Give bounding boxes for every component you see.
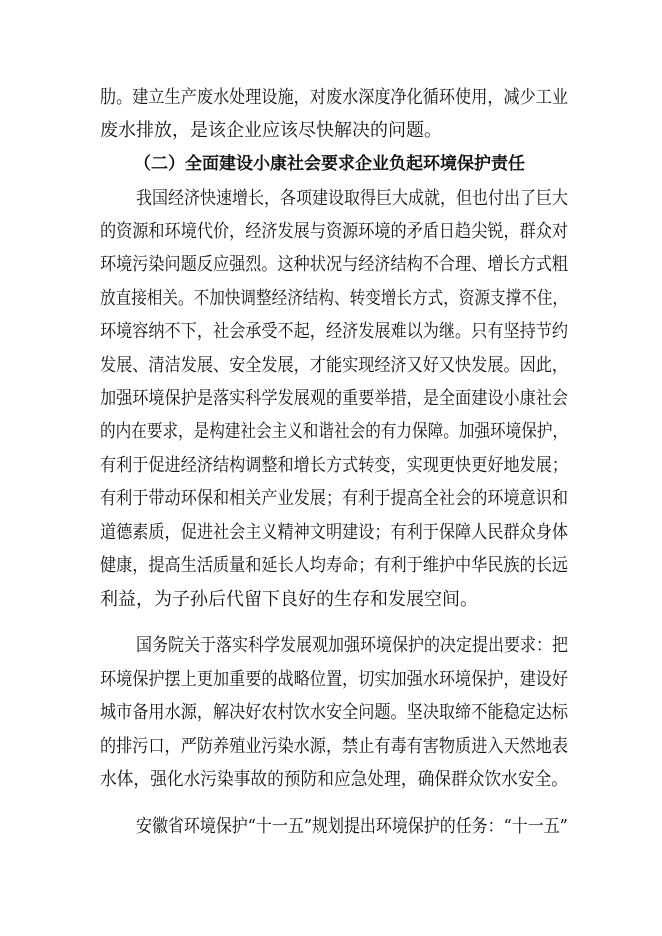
paragraph-3-line-4 [0,733,662,761]
paragraph-2-line-13 [0,586,662,614]
paragraph-4-line-1 [0,813,662,841]
paragraph-3-line-5 [0,766,662,794]
paragraph-2-line-9 [0,452,662,480]
text-line: 国务院关于落实科学发展观加强环境保护的决定提出要求：把 [136,635,569,656]
paragraph-3-line-2 [0,666,662,694]
text-line: 我国经济快速增长，各项建设取得巨大成就，但也付出了巨大 [136,188,569,209]
text-line: 放直接相关。不加快调整经济结构、转变增长方式，资源支撑不住， [100,288,569,309]
paragraph-2-line-5 [0,318,662,346]
text-line: 健康，提高生活质量和延长人均寿命；有利于维护中华民族的长远 [100,555,569,576]
text-line: 环境污染问题反应强烈。这种状况与经济结构不合理、增长方式粗 [100,254,569,275]
text-line: 有利于促进经济结构调整和增长方式转变，实现更快更好地发展； [100,455,569,476]
paragraph-2-line-10 [0,485,662,513]
text-line: 加强环境保护是落实科学发展观的重要举措，是全面建设小康社会 [100,388,569,409]
section-heading-text: （二）全面建设小康社会要求企业负起环境保护责任 [134,154,525,174]
paragraph-3-line-3 [0,699,662,727]
paragraph-2-line-6 [0,352,662,380]
paragraph-2-line-4 [0,285,662,313]
text-line: 发展、清洁发展、安全发展，才能实现经济又好又快发展。因此， [100,355,569,376]
paragraph-2-line-3 [0,251,662,279]
text-line: 环境容纳不下，社会承受不起，经济发展难以为继。只有坚持节约 [100,321,569,342]
paragraph-2-line-2 [0,218,662,246]
paragraph-1-line-2 [0,117,662,145]
paragraph-2-line-12 [0,552,662,580]
paragraph-1-line-1 [0,84,662,112]
paragraph-3-line-1 [0,632,662,660]
text-line: 肋。建立生产废水处理设施，对废水深度净化循环使用，减少工业 [100,87,569,108]
text-line: 水体，强化水污染事故的预防和应急处理，确保群众饮水安全。 [100,769,569,790]
text-line: 废水排放，是该企业应该尽快解决的问题。 [100,120,442,141]
paragraph-2-line-7 [0,385,662,413]
text-line: 利益，为子孙后代留下良好的生存和发展空间。 [100,589,478,610]
section-heading [0,150,662,178]
paragraph-2-line-8 [0,418,662,446]
text-line: 道德素质，促进社会主义精神文明建设；有利于保障人民群众身体 [100,522,569,543]
paragraph-2-line-1 [0,185,662,213]
text-line: 的资源和环境代价，经济发展与资源环境的矛盾日趋尖锐，群众对 [100,221,569,242]
text-line: 的内在要求，是构建社会主义和谐社会的有力保障。加强环境保护， [100,421,569,442]
text-line: 的排污口，严防养殖业污染水源，禁止有毒有害物质进入天然地表 [100,736,569,757]
text-line: 城市备用水源，解决好农村饮水安全问题。坚决取缔不能稳定达标 [100,702,569,723]
text-line: 环境保护摆上更加重要的战略位置，切实加强水环境保护，建设好 [100,669,569,690]
paragraph-2-line-11 [0,519,662,547]
text-line: 安徽省环境保护“十一五”规划提出环境保护的任务：“十一五” [136,816,568,837]
text-line: 有利于带动环保和相关产业发展；有利于提高全社会的环境意识和 [100,488,569,509]
